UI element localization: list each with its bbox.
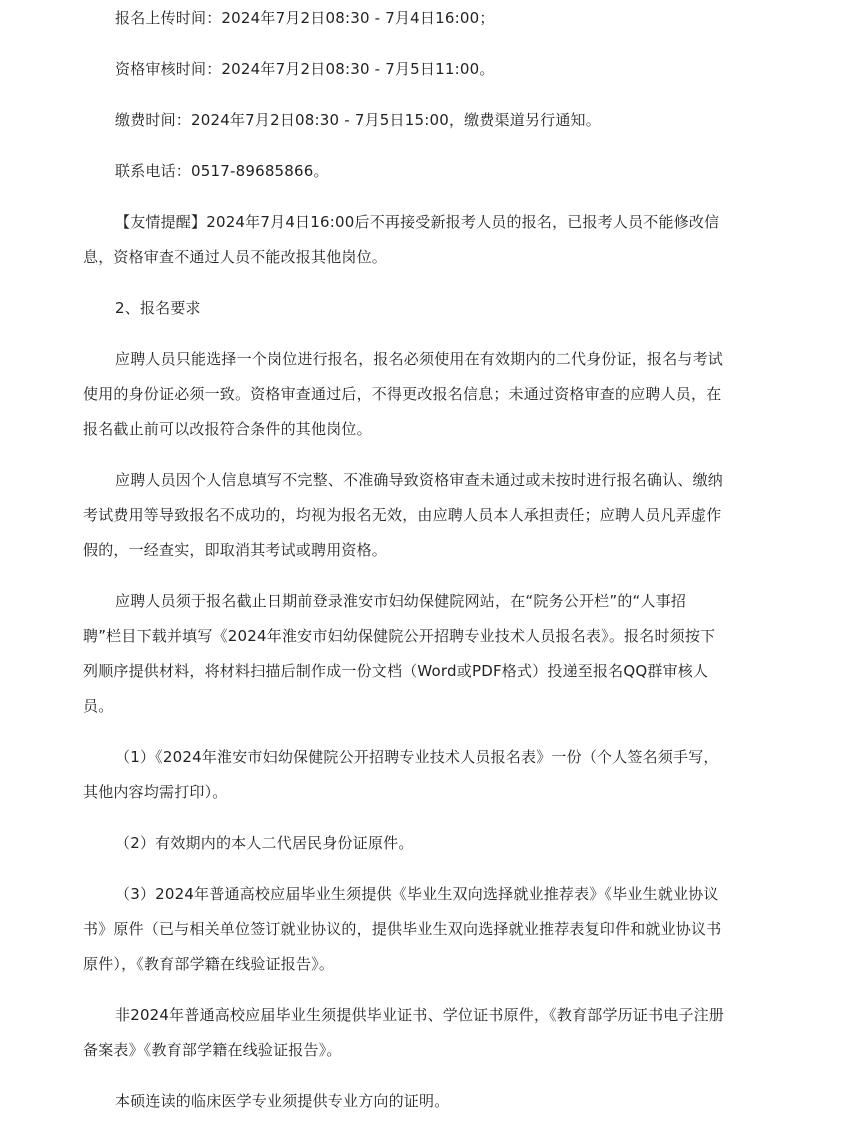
text-line: 员。 <box>83 697 114 715</box>
text-line: 应聘人员须于报名截止日期前登录淮安市妇幼保健院网站，在“院务公开栏”的“人事招 <box>115 592 687 610</box>
text-line: 缴费时间：2024年7月2日08:30 - 7月5日15:00，缴费渠道另行通知。 <box>115 111 601 129</box>
text-line: 备案表》《教育部学籍在线验证报告》。 <box>83 1041 342 1059</box>
text-line: 考试费用等导致报名不成功的，均视为报名无效，由应聘人员本人承担责任；应聘人员凡弄虚作 <box>83 506 722 524</box>
text-line: （1）《2024年淮安市妇幼保健院公开招聘专业技术人员报名表》一份（个人签名须手写， <box>115 748 719 766</box>
text-line: 聘”栏目下载并填写《2024年淮安市妇幼保健院公开招聘专业技术人员报名表》。报名时须按下 <box>83 627 716 645</box>
text-line: 其他内容均需打印）。 <box>83 783 228 801</box>
text-line: 使用的身份证必须一致。资格审查通过后，不得更改报名信息；未通过资格审查的应聘人员，在 <box>83 385 722 403</box>
paragraph-payment-time <box>83 103 773 138</box>
text-line: （2）有效期内的本人二代居民身份证原件。 <box>115 834 414 852</box>
text-line: 书》原件（已与相关单位签订就业协议的，提供毕业生双向选择就业推荐表复印件和就业协议书 <box>83 920 722 938</box>
paragraph-non-graduate-documents <box>83 998 773 1068</box>
text-line: 假的，一经查实，即取消其考试或聘用资格。 <box>83 541 388 559</box>
text-line: 本硕连读的临床医学专业须提供专业方向的证明。 <box>115 1092 450 1110</box>
text-line: 【友情提醒】2024年7月4日16:00后不再接受新报考人员的报名，已报考人员不能修改信 <box>115 213 720 231</box>
text-line: 资格审核时间：2024年7月2日08:30 - 7月5日11:00。 <box>115 60 495 78</box>
list-item-registration-form <box>83 740 773 810</box>
paragraph-contact-phone <box>83 154 773 189</box>
text-line: 报名截止前可以改报符合条件的其他岗位。 <box>83 420 372 438</box>
list-item-id-card <box>83 826 773 861</box>
section-heading-registration-requirements <box>83 291 773 326</box>
text-line: 联系电话：0517-89685866。 <box>115 162 329 180</box>
text-line: （3）2024年普通高校应届毕业生须提供《毕业生双向选择就业推荐表》《毕业生就业协议 <box>115 885 719 903</box>
text-line: 息，资格审查不通过人员不能改报其他岗位。 <box>83 248 388 266</box>
text-line: 非2024年普通高校应届毕业生须提供毕业证书、学位证书原件，《教育部学历证书电子注册 <box>115 1006 725 1024</box>
text-line: 应聘人员因个人信息填写不完整、不准确导致资格审查未通过或未按时进行报名确认、缴纳 <box>115 471 724 489</box>
text-line: 原件），《教育部学籍在线验证报告》。 <box>83 955 335 973</box>
paragraph-clinical-medicine-proof <box>83 1084 773 1119</box>
list-item-graduate-documents <box>83 877 773 982</box>
paragraph-friendly-reminder <box>83 205 773 275</box>
paragraph-invalid-registration <box>83 463 773 568</box>
text-line: 报名上传时间：2024年7月2日08:30 - 7月4日16:00； <box>115 9 495 27</box>
paragraph-single-position-rule <box>83 342 773 447</box>
paragraph-application-materials <box>83 584 773 724</box>
text-line: 应聘人员只能选择一个岗位进行报名，报名必须使用在有效期内的二代身份证，报名与考试 <box>115 350 724 368</box>
text-line: 列顺序提供材料，将材料扫描后制作成一份文档（Word或PDF格式）投递至报名QQ群审核人 <box>83 662 709 680</box>
text-line: 2、报名要求 <box>115 299 201 317</box>
paragraph-registration-upload-time <box>83 1 773 36</box>
paragraph-qualification-review-time <box>83 52 773 87</box>
